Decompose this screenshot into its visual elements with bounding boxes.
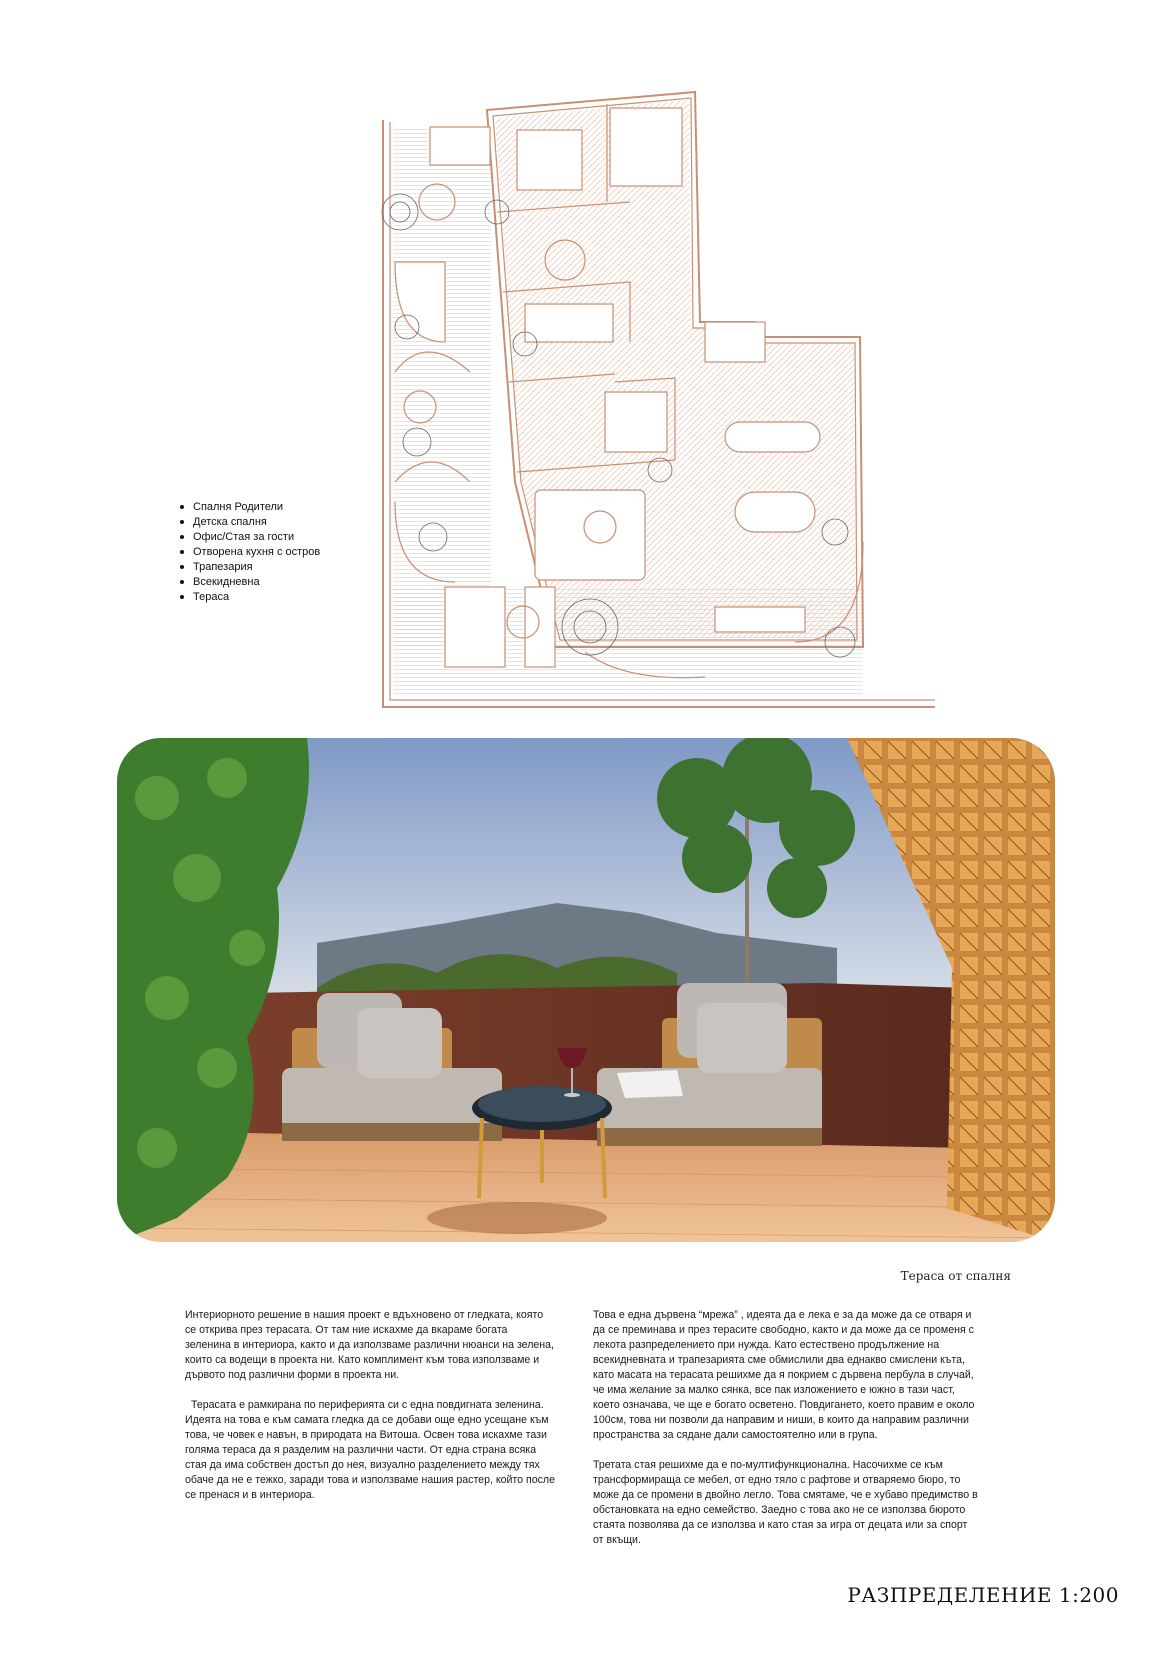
paragraph: Интериорното решение в нашия проект е вдъхновено от гледката, която се открива през терасата. От там ние искахме да вкараме богата зеленина в интериора, както и да използваме различни нюанси на зелена, които са водещи в проекта ни. Като комплимент към това използваме и дървото под различни форми в проекта ни. bbox=[185, 1309, 554, 1381]
terrace-render bbox=[117, 738, 1055, 1242]
description-column-left bbox=[185, 1308, 555, 1518]
legend-item: Всекидневна bbox=[180, 575, 320, 590]
legend-item: Офис/Стая за гости bbox=[180, 530, 320, 545]
legend-item: Спалня Родители bbox=[180, 500, 320, 515]
render-caption: Тераса от спалня bbox=[900, 1269, 1011, 1283]
paragraph: Третата стая решихме да е по-мултифункционална. Насочихме се към трансформираща се мебел, от едно тяло с рафтове и отваряемо бюро, то може да се промени в двойно легло. Това смятаме, че е хубаво предимство в обстановката на едно семейство. Заедно с това ако не се използва бюрото стаята позволява да се използва и като стая за игра от децата или за спорт от вкъщи. bbox=[593, 1459, 978, 1546]
room-legend bbox=[180, 500, 320, 605]
paragraph: Терасата е рамкирана по периферията си с една повдигната зеленина. Идеята на това е към самата гледка да се добави още едно усещане към това, че човек е навън, в природата на Витоша. Освен това искахме тази голяма тераса да я разделим на различни части. От една страна всяка стая да има собствен достъп до нея, визуално разделението между тях обаче да не е тежко, заради това и използваме нашия растер, който после се пренася и в интериора. bbox=[185, 1399, 555, 1501]
sheet-title: РАЗПРЕДЕЛЕНИЕ 1:200 bbox=[847, 1583, 1119, 1607]
legend-item: Отворена кухня с остров bbox=[180, 545, 320, 560]
legend-item: Трапезария bbox=[180, 560, 320, 575]
paragraph: Това е една дървена “мрежа” , идеята да е лека е за да може да се отваря и да се преминава и през терасите свободно, както и да може да се променя с лекота разпределението при нужда. Като естествено продължение на всекидневната и трапезарията сме обмислили два еднакво смислени кътa, като масата на терасата решихме да я покрием с дървена пербула в случай, че има желание за малко сянка, все пак изложението е южно в тази част, което означава, че ще е богато осветено. Повдигането, което правим е около 100см, това ни позволи да направим и ниши, в които да направим различни пространства за сядане дали самостоятелно или в група. bbox=[593, 1309, 975, 1441]
legend-item: Тераса bbox=[180, 590, 320, 605]
floor-plan bbox=[375, 82, 1000, 714]
description-column-right bbox=[593, 1308, 978, 1563]
legend-item: Детска спалня bbox=[180, 515, 320, 530]
